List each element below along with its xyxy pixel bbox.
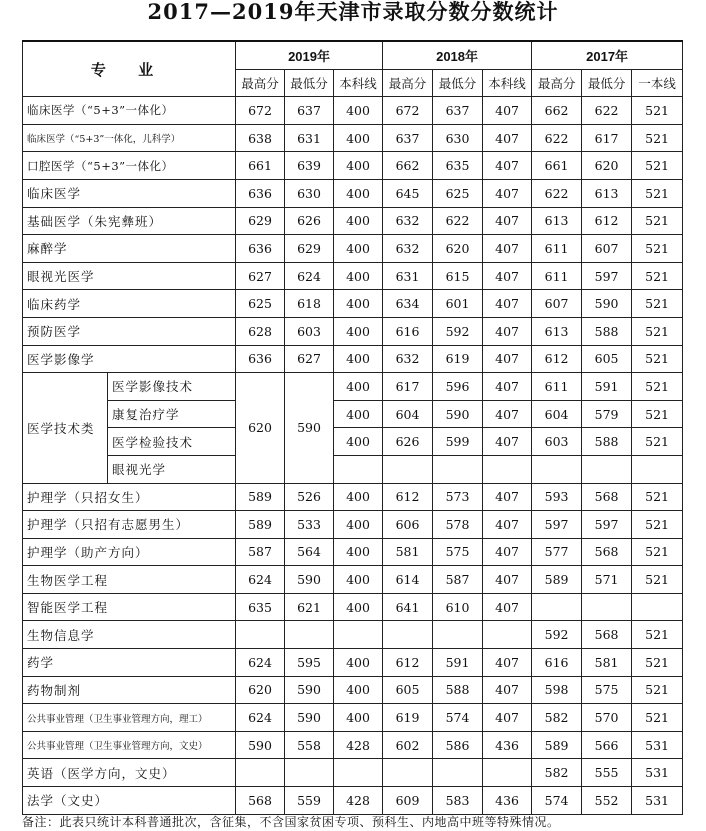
table-row — [23, 621, 683, 649]
score-cell: 400 — [334, 593, 383, 621]
score-cell: 607 — [532, 290, 582, 318]
score-cell: 558 — [285, 731, 334, 759]
score-cell: 521 — [632, 676, 683, 704]
score-cell: 574 — [532, 787, 582, 815]
score-cell: 662 — [383, 152, 433, 180]
score-cell: 639 — [285, 152, 334, 180]
score-cell: 400 — [334, 235, 383, 263]
score-cell: 603 — [532, 428, 582, 456]
score-cell: 521 — [632, 373, 683, 401]
score-cell: 619 — [383, 704, 433, 732]
table-row — [23, 124, 683, 152]
score-cell: 521 — [632, 538, 683, 566]
major-name: 临床医学（“5+3”一体化，儿科学） — [23, 124, 236, 152]
score-cell: 578 — [433, 511, 483, 539]
score-cell: 521 — [632, 179, 683, 207]
score-cell: 624 — [236, 704, 285, 732]
score-cell: 521 — [632, 124, 683, 152]
table-row — [23, 676, 683, 704]
col-header: 最高分 — [532, 69, 582, 97]
score-cell: 573 — [433, 483, 483, 511]
score-cell: 407 — [483, 649, 532, 677]
score-cell — [433, 455, 483, 483]
score-cell: 629 — [285, 235, 334, 263]
score-cell: 400 — [334, 345, 383, 373]
major-name: 智能医学工程 — [23, 593, 236, 621]
score-cell — [433, 621, 483, 649]
table-row — [23, 97, 683, 125]
score-cell: 407 — [483, 179, 532, 207]
score-cell: 521 — [632, 152, 683, 180]
score-cell: 407 — [483, 566, 532, 594]
score-cell: 400 — [334, 262, 383, 290]
major-name: 护理学（助产方向） — [23, 538, 236, 566]
table-row — [23, 317, 683, 345]
score-cell — [285, 621, 334, 649]
score-cell: 612 — [383, 649, 433, 677]
score-cell: 632 — [383, 207, 433, 235]
score-cell: 590 — [285, 676, 334, 704]
table-row — [23, 207, 683, 235]
score-cell: 407 — [483, 97, 532, 125]
score-cell: 611 — [532, 235, 582, 263]
major-name: 基础医学（朱宪彝班） — [23, 207, 236, 235]
table-row — [23, 704, 683, 732]
major-name: 护理学（只招有志愿男生） — [23, 511, 236, 539]
table-row — [23, 787, 683, 815]
score-cell: 400 — [334, 649, 383, 677]
major-name: 眼视光学 — [108, 455, 236, 483]
score-cell: 619 — [433, 345, 483, 373]
score-cell: 570 — [582, 704, 632, 732]
col-header: 最低分 — [285, 69, 334, 97]
score-cell: 589 — [532, 731, 582, 759]
score-cell: 625 — [236, 290, 285, 318]
score-cell: 521 — [632, 704, 683, 732]
score-cell — [334, 759, 383, 787]
score-cell: 400 — [334, 428, 383, 456]
score-cell: 629 — [236, 207, 285, 235]
table-row — [23, 235, 683, 263]
table-row — [23, 373, 683, 401]
score-cell — [383, 621, 433, 649]
score-cell: 407 — [483, 373, 532, 401]
score-cell: 575 — [433, 538, 483, 566]
score-cell: 407 — [483, 345, 532, 373]
score-cell: 613 — [532, 317, 582, 345]
group-name: 医学技术类 — [23, 373, 108, 483]
score-cell: 598 — [532, 676, 582, 704]
score-cell: 400 — [334, 97, 383, 125]
score-cell: 604 — [383, 400, 433, 428]
score-cell — [334, 455, 383, 483]
table-row — [23, 759, 683, 787]
score-cell: 612 — [532, 345, 582, 373]
major-name: 麻醉学 — [23, 235, 236, 263]
table-row — [23, 731, 683, 759]
score-cell: 400 — [334, 179, 383, 207]
score-cell: 616 — [532, 649, 582, 677]
score-cell: 637 — [433, 97, 483, 125]
year-header-2017: 2017年 — [532, 41, 683, 69]
score-cell: 617 — [383, 373, 433, 401]
score-cell: 636 — [236, 179, 285, 207]
score-cell: 583 — [433, 787, 483, 815]
score-cell — [383, 455, 433, 483]
score-cell: 615 — [433, 262, 483, 290]
score-cell — [632, 593, 683, 621]
score-cell: 590 — [582, 290, 632, 318]
score-cell: 611 — [532, 373, 582, 401]
score-cell: 568 — [582, 621, 632, 649]
score-cell: 521 — [632, 207, 683, 235]
score-cell: 595 — [285, 649, 334, 677]
score-cell: 632 — [383, 235, 433, 263]
score-cell: 672 — [236, 97, 285, 125]
score-cell: 581 — [582, 649, 632, 677]
table-row — [23, 511, 683, 539]
score-cell — [582, 455, 632, 483]
score-cell: 605 — [383, 676, 433, 704]
score-cell — [483, 455, 532, 483]
score-cell: 531 — [632, 759, 683, 787]
score-cell — [532, 593, 582, 621]
score-cell: 577 — [532, 538, 582, 566]
table-row — [23, 152, 683, 180]
score-cell: 400 — [334, 538, 383, 566]
major-name: 生物信息学 — [23, 621, 236, 649]
score-cell: 635 — [433, 152, 483, 180]
major-name: 公共事业管理（卫生事业管理方向，文史） — [23, 731, 236, 759]
score-cell: 588 — [433, 676, 483, 704]
score-cell: 566 — [582, 731, 632, 759]
major-name: 临床药学 — [23, 290, 236, 318]
score-cell: 564 — [285, 538, 334, 566]
col-header: 最高分 — [383, 69, 433, 97]
score-cell: 622 — [582, 97, 632, 125]
score-cell: 599 — [433, 428, 483, 456]
col-header: 最高分 — [236, 69, 285, 97]
score-cell — [334, 621, 383, 649]
score-cell: 586 — [433, 731, 483, 759]
score-cell: 400 — [334, 676, 383, 704]
score-cell: 588 — [582, 317, 632, 345]
score-cell: 400 — [334, 511, 383, 539]
score-cell: 407 — [483, 235, 532, 263]
score-cell: 407 — [483, 483, 532, 511]
page-title: 2017—2019年天津市录取分数分数统计 — [147, 0, 559, 24]
score-cell: 590 — [285, 704, 334, 732]
score-cell: 407 — [483, 152, 532, 180]
score-cell: 590 — [285, 566, 334, 594]
score-cell: 618 — [285, 290, 334, 318]
score-cell: 521 — [632, 400, 683, 428]
score-cell: 613 — [582, 179, 632, 207]
major-name: 预防医学 — [23, 317, 236, 345]
score-cell — [483, 759, 532, 787]
score-cell: 607 — [582, 235, 632, 263]
score-cell: 555 — [582, 759, 632, 787]
score-cell: 582 — [532, 759, 582, 787]
score-cell: 400 — [334, 290, 383, 318]
major-name: 药物制剂 — [23, 676, 236, 704]
major-name: 医学影像技术 — [108, 373, 236, 401]
score-cell: 662 — [532, 97, 582, 125]
score-cell: 531 — [632, 787, 683, 815]
table-row — [23, 483, 683, 511]
table-row — [23, 538, 683, 566]
score-cell: 610 — [433, 593, 483, 621]
score-cell: 604 — [532, 400, 582, 428]
score-cell: 627 — [236, 262, 285, 290]
score-cell: 436 — [483, 787, 532, 815]
year-header-2019: 2019年 — [236, 41, 383, 69]
score-cell: 597 — [582, 511, 632, 539]
score-cell: 568 — [582, 483, 632, 511]
score-cell: 568 — [582, 538, 632, 566]
score-cell: 611 — [532, 262, 582, 290]
score-cell: 620 — [236, 676, 285, 704]
score-cell: 521 — [632, 511, 683, 539]
major-name: 康复治疗学 — [108, 400, 236, 428]
score-cell: 400 — [334, 317, 383, 345]
col-header: 最低分 — [433, 69, 483, 97]
score-cell: 589 — [236, 483, 285, 511]
score-cell: 436 — [483, 731, 532, 759]
table-row — [23, 400, 683, 428]
score-cell: 552 — [582, 787, 632, 815]
score-cell: 613 — [532, 207, 582, 235]
score-cell: 521 — [632, 428, 683, 456]
score-cell: 407 — [483, 124, 532, 152]
score-cell: 606 — [383, 511, 433, 539]
score-cell: 521 — [632, 97, 683, 125]
score-cell: 635 — [236, 593, 285, 621]
footnote: 备注：此表只统计本科普通批次，含征集，不含国家贫困专项、预科生、内地高中班等特殊情况。 — [22, 815, 560, 829]
score-cell — [532, 455, 582, 483]
score-cell — [383, 759, 433, 787]
score-cell: 521 — [632, 345, 683, 373]
table-row — [23, 566, 683, 594]
score-cell: 407 — [483, 511, 532, 539]
major-name: 临床医学（“5+3”一体化） — [23, 97, 236, 125]
major-name: 护理学（只招女生） — [23, 483, 236, 511]
score-cell: 626 — [383, 428, 433, 456]
score-cell: 400 — [334, 400, 383, 428]
score-cell: 590 — [285, 373, 334, 483]
major-header: 专 业 — [23, 41, 236, 97]
score-cell: 521 — [632, 621, 683, 649]
score-cell: 531 — [632, 731, 683, 759]
score-cell: 590 — [433, 400, 483, 428]
score-cell: 407 — [483, 207, 532, 235]
score-cell: 627 — [285, 345, 334, 373]
score-cell: 605 — [582, 345, 632, 373]
score-cell: 407 — [483, 593, 532, 621]
score-cell: 597 — [532, 511, 582, 539]
col-header: 本科线 — [334, 69, 383, 97]
score-cell: 645 — [383, 179, 433, 207]
major-name: 英语（医学方向，文史） — [23, 759, 236, 787]
score-cell: 589 — [236, 511, 285, 539]
score-cell: 609 — [383, 787, 433, 815]
score-cell: 591 — [433, 649, 483, 677]
score-cell: 641 — [383, 593, 433, 621]
score-cell: 581 — [383, 538, 433, 566]
table-row — [23, 649, 683, 677]
score-cell: 587 — [236, 538, 285, 566]
year-header-2018: 2018年 — [383, 41, 532, 69]
score-cell: 616 — [383, 317, 433, 345]
score-cell: 592 — [532, 621, 582, 649]
score-cell: 628 — [236, 317, 285, 345]
score-cell: 626 — [285, 207, 334, 235]
score-cell: 589 — [532, 566, 582, 594]
score-cell: 400 — [334, 483, 383, 511]
score-cell: 624 — [236, 566, 285, 594]
score-cell: 521 — [632, 235, 683, 263]
score-cell: 407 — [483, 290, 532, 318]
score-cell: 521 — [632, 262, 683, 290]
table-row — [23, 290, 683, 318]
score-cell: 630 — [285, 179, 334, 207]
score-cell: 533 — [285, 511, 334, 539]
score-cell: 638 — [236, 124, 285, 152]
table-row — [23, 593, 683, 621]
col-header: 最低分 — [582, 69, 632, 97]
major-name: 眼视光医学 — [23, 262, 236, 290]
score-cell: 407 — [483, 428, 532, 456]
score-cell: 526 — [285, 483, 334, 511]
score-cell: 579 — [582, 400, 632, 428]
score-cell: 521 — [632, 566, 683, 594]
score-cell: 521 — [632, 290, 683, 318]
score-cell: 672 — [383, 97, 433, 125]
score-cell — [582, 593, 632, 621]
score-cell: 602 — [383, 731, 433, 759]
major-name: 生物医学工程 — [23, 566, 236, 594]
score-cell: 575 — [582, 676, 632, 704]
score-cell: 603 — [285, 317, 334, 345]
score-cell: 630 — [433, 124, 483, 152]
score-cell — [632, 455, 683, 483]
score-cell: 661 — [236, 152, 285, 180]
score-cell: 428 — [334, 787, 383, 815]
score-cell: 588 — [582, 428, 632, 456]
score-cell: 661 — [532, 152, 582, 180]
score-cell: 593 — [532, 483, 582, 511]
score-cell: 597 — [582, 262, 632, 290]
score-cell — [433, 759, 483, 787]
table-row — [23, 455, 683, 483]
score-cell: 400 — [334, 566, 383, 594]
score-cell: 637 — [383, 124, 433, 152]
score-cell: 590 — [236, 731, 285, 759]
score-cell: 568 — [236, 787, 285, 815]
score-cell: 624 — [236, 649, 285, 677]
score-cell: 620 — [433, 235, 483, 263]
score-cell: 591 — [582, 373, 632, 401]
score-cell: 407 — [483, 704, 532, 732]
score-cell: 612 — [383, 483, 433, 511]
major-name: 临床医学 — [23, 179, 236, 207]
admission-score-table — [22, 40, 683, 815]
score-cell: 428 — [334, 731, 383, 759]
score-cell: 400 — [334, 152, 383, 180]
table-row — [23, 345, 683, 373]
score-cell: 559 — [285, 787, 334, 815]
score-cell: 521 — [632, 317, 683, 345]
score-cell: 620 — [236, 373, 285, 483]
score-cell: 621 — [285, 593, 334, 621]
score-cell: 636 — [236, 345, 285, 373]
score-cell: 574 — [433, 704, 483, 732]
table-row — [23, 428, 683, 456]
score-cell: 400 — [334, 704, 383, 732]
major-name: 医学检验技术 — [108, 428, 236, 456]
score-cell: 624 — [285, 262, 334, 290]
score-cell: 596 — [433, 373, 483, 401]
score-cell: 521 — [632, 649, 683, 677]
score-cell: 592 — [433, 317, 483, 345]
table-row — [23, 262, 683, 290]
score-cell: 582 — [532, 704, 582, 732]
table-row — [23, 179, 683, 207]
major-name: 口腔医学（“5+3”一体化） — [23, 152, 236, 180]
score-cell: 636 — [236, 235, 285, 263]
score-cell: 521 — [632, 483, 683, 511]
score-cell: 407 — [483, 400, 532, 428]
major-name: 法学（文史） — [23, 787, 236, 815]
score-cell: 400 — [334, 207, 383, 235]
score-cell: 407 — [483, 538, 532, 566]
score-cell — [285, 759, 334, 787]
score-cell: 631 — [285, 124, 334, 152]
score-cell: 400 — [334, 124, 383, 152]
score-cell: 400 — [334, 373, 383, 401]
score-cell: 407 — [483, 676, 532, 704]
major-name: 公共事业管理（卫生事业管理方向，理工） — [23, 704, 236, 732]
score-cell: 601 — [433, 290, 483, 318]
score-cell — [236, 621, 285, 649]
score-cell: 587 — [433, 566, 483, 594]
score-cell: 637 — [285, 97, 334, 125]
major-name: 药学 — [23, 649, 236, 677]
major-name: 医学影像学 — [23, 345, 236, 373]
score-cell: 625 — [433, 179, 483, 207]
score-cell: 631 — [383, 262, 433, 290]
score-cell: 622 — [532, 124, 582, 152]
score-cell — [236, 759, 285, 787]
score-cell: 571 — [582, 566, 632, 594]
score-cell: 614 — [383, 566, 433, 594]
score-cell: 407 — [483, 262, 532, 290]
score-cell: 620 — [582, 152, 632, 180]
score-cell: 634 — [383, 290, 433, 318]
score-cell: 617 — [582, 124, 632, 152]
score-cell: 407 — [483, 317, 532, 345]
col-header: 本科线 — [483, 69, 532, 97]
score-cell: 622 — [532, 179, 582, 207]
col-header: 一本线 — [632, 69, 683, 97]
score-cell — [483, 621, 532, 649]
score-cell: 612 — [582, 207, 632, 235]
score-cell: 622 — [433, 207, 483, 235]
score-cell: 632 — [383, 345, 433, 373]
